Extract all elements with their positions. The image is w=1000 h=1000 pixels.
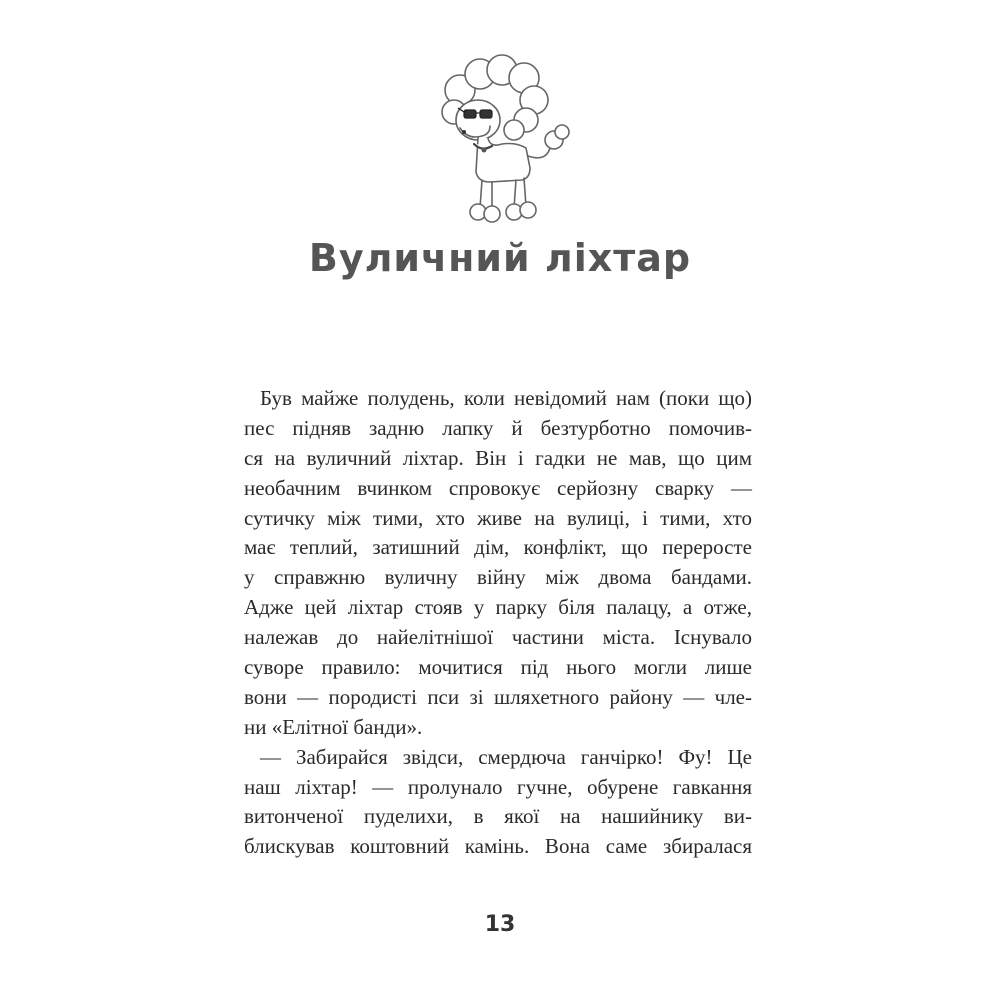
text-line: суворе правило: мочитися під нього могли лише [244, 655, 752, 680]
text-line: пес підняв задню лапку й безтурботно помочив- [244, 415, 752, 440]
text-line: належав до найелітнішої частини міста. Існувало [244, 625, 752, 650]
text-line: у справжню вуличну війну між двома бандами. [244, 565, 752, 590]
text-line: Адже цей ліхтар стояв у парку біля палацу, а отже, [244, 595, 752, 620]
text-line: блискував коштовний камінь. Вона саме збиралася [244, 834, 752, 859]
poodle-illustration [430, 52, 580, 227]
text-line: необачним вчинком спровокує серйозну сварку — [244, 475, 752, 500]
text-line: Був майже полудень, коли невідомий нам (поки що) [260, 386, 752, 410]
text-line: ся на вуличний ліхтар. Він і гадки не мав, що цим [244, 445, 752, 470]
poodle-icon [430, 52, 580, 227]
text-line: витонченої пуделихи, в якої на нашийнику ви- [244, 804, 752, 829]
text-line: має теплий, затишний дім, конфлікт, що переросте [244, 535, 752, 560]
text-line: вони — породисті пси зі шляхетного району — чле- [244, 684, 752, 709]
text-line: — Забирайся звідси, смердюча ганчірко! Фу! Це [260, 744, 752, 769]
text-line: наш ліхтар! — пролунало гучне, обурене гавкання [244, 774, 752, 799]
page-number: 13 [484, 912, 516, 937]
text-line: ни «Елітної банди». [244, 714, 423, 739]
body-text [244, 384, 752, 862]
chapter-title: Вуличний ліхтар [308, 236, 692, 280]
text-line: сутичку між тими, хто живе на вулиці, і тими, хто [244, 505, 752, 530]
